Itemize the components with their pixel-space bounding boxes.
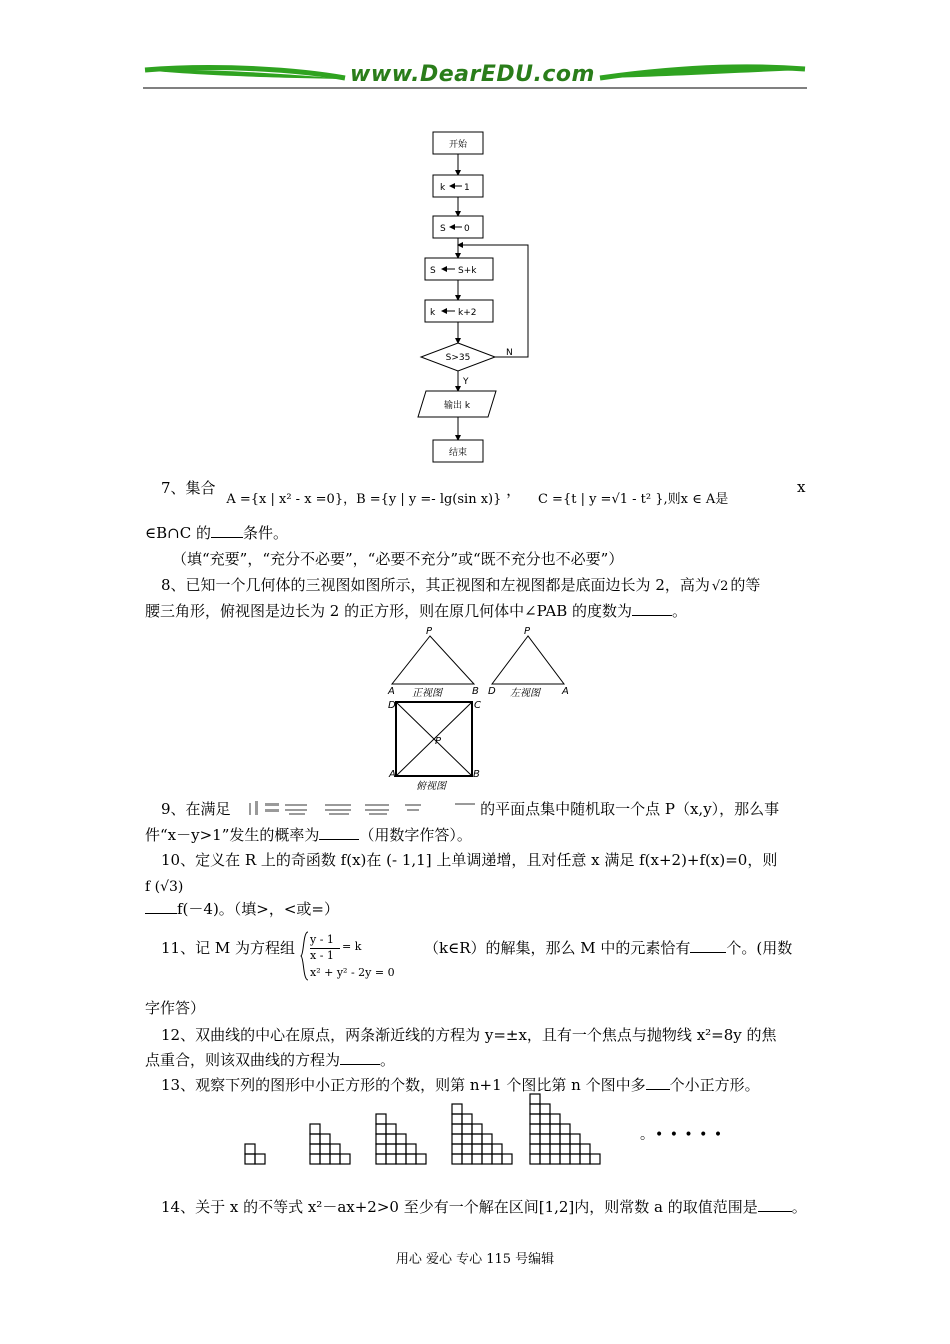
flow-condition-diamond xyxy=(421,343,495,371)
q7-hint: （填“充要”，“充分不必要”，“必要不充分”或“既不充分也不必要”） xyxy=(172,550,624,568)
svg-text:输出 k: 输出 k xyxy=(443,401,471,411)
q7-blank xyxy=(211,537,243,538)
sqrt2: √2 xyxy=(711,579,729,594)
svg-text:P: P xyxy=(426,626,433,637)
top-view xyxy=(388,700,481,792)
flow-output-parallelogram xyxy=(418,391,496,417)
svg-text:S>35: S>35 xyxy=(445,353,471,363)
svg-text:D: D xyxy=(488,686,496,697)
q11-line2: 字作答） xyxy=(145,999,206,1017)
brand-logo-text: www.DearEDU.com xyxy=(350,62,595,87)
q11-line1: 11、记 M 为方程组 xyxy=(161,939,295,957)
q12-blank xyxy=(340,1064,380,1065)
q7-formula-sets: A ={x | x² - x =0}，B ={y | y =- lg(sin x)} xyxy=(226,492,502,507)
page-footer: 用心 爱心 专心 115 号编辑 xyxy=(395,1252,555,1267)
flow-s-update-box xyxy=(425,258,493,280)
q9-blank xyxy=(319,839,359,840)
svg-text:开始: 开始 xyxy=(448,140,468,150)
flow-yes-label: Y xyxy=(463,377,469,387)
q8-line2: 腰三角形，俯视图是边长为 2 的正方形，则在原几何体中∠PAB 的度数为 。 xyxy=(145,602,688,620)
q7-line2: ∈B∩C 的 条件。 xyxy=(145,524,288,542)
q7-x-char: x xyxy=(797,478,806,496)
page-header xyxy=(140,60,810,92)
q12-line2: 点重合，则该双曲线的方程为 。 xyxy=(145,1051,396,1069)
q12-line1: 12、双曲线的中心在原点，两条渐近线的方程为 y=±x，且有一个焦点与抛物线 x²=8y 的焦 xyxy=(161,1026,777,1044)
svg-text:B: B xyxy=(473,769,480,780)
q13-ellipsis-dots: 。• • • • • xyxy=(640,1127,724,1143)
q13-line1: 13、观察下列的图形中小正方形的个数，则第 n+1 个图比第 n 个图中多 个小正方形。 xyxy=(161,1076,760,1094)
svg-text:k+2: k+2 xyxy=(458,308,477,318)
flow-s-init-box xyxy=(433,216,483,238)
flow-k-init-box xyxy=(433,175,483,197)
left-view xyxy=(488,626,569,699)
q7-line1: 7、集合 A ={x | x² - x =0}，B ={y | y =- lg(sin x)} ， C ={t | y =√1 - t² },则x ∈ A是 xyxy=(161,479,729,507)
flow-k-update-box xyxy=(425,300,493,322)
q8-line1: 8、已知一个几何体的三视图如图所示，其正视图和左视图都是底面边长为 2，高为 √2 的等 xyxy=(161,576,761,594)
q14-blank xyxy=(758,1211,792,1212)
svg-text:B: B xyxy=(472,686,479,697)
q9-condition-image xyxy=(235,803,475,817)
q10-f-sqrt3: f (√3) xyxy=(145,879,184,895)
q8-blank xyxy=(632,615,672,616)
svg-text:S+k: S+k xyxy=(458,266,477,276)
svg-text:S: S xyxy=(430,266,436,276)
q9-line2: 件“x－y>1”发生的概率为 （用数字作答）。 xyxy=(145,826,472,844)
svg-text:A: A xyxy=(388,686,395,697)
front-view xyxy=(387,626,479,699)
svg-text:正视图: 正视图 xyxy=(412,688,442,699)
q11-suffix: （k∈R）的解集，那么 M 中的元素恰有 个。(用数 xyxy=(424,939,793,957)
staircase-squares-figure xyxy=(240,1092,610,1167)
flow-start-box xyxy=(433,132,483,154)
flow-end-box xyxy=(433,440,483,462)
svg-text:结束: 结束 xyxy=(448,448,468,458)
svg-text:A: A xyxy=(389,769,396,780)
svg-text:k: k xyxy=(440,183,446,193)
q13-blank xyxy=(646,1089,670,1090)
svg-text:A: A xyxy=(562,686,569,697)
q9-line1: 9、在满足 的平面点集中随机取一个点 P（x,y），那么事 xyxy=(161,800,780,818)
three-views-figure xyxy=(380,624,580,814)
svg-text:P: P xyxy=(435,736,442,747)
svg-text:左视图: 左视图 xyxy=(510,688,540,699)
svg-text:S: S xyxy=(440,224,446,234)
q10-line3: f(－4)。（填>，<或=） xyxy=(145,899,810,919)
flow-no-label: N xyxy=(506,348,513,358)
q11-blank xyxy=(690,952,726,953)
q7-formula-c: C ={t | y =√1 - t² },则x ∈ A是 xyxy=(537,492,729,507)
svg-text:D: D xyxy=(388,700,396,711)
flowchart xyxy=(400,125,540,470)
svg-text:C: C xyxy=(474,700,481,711)
q14-line1: 14、关于 x 的不等式 x²－ax+2>0 至少有一个解在区间[1,2]内，则常数 a 的取值范围是 。 xyxy=(161,1198,807,1216)
q11-system: y - 1 x - 1 = k x² + y² - 2y = 0 xyxy=(300,930,418,982)
q10-blank xyxy=(145,913,177,914)
svg-text:1: 1 xyxy=(464,183,470,193)
q10-line1: 10、定义在 R 上的奇函数 f(x)在 (- 1,1] 上单调递增，且对任意 x 满足 f(x+2)+f(x)=0，则 xyxy=(161,851,778,869)
svg-text:0: 0 xyxy=(464,224,470,234)
svg-text:P: P xyxy=(524,626,531,637)
svg-text:俯视图: 俯视图 xyxy=(416,781,446,792)
svg-text:k: k xyxy=(430,308,436,318)
